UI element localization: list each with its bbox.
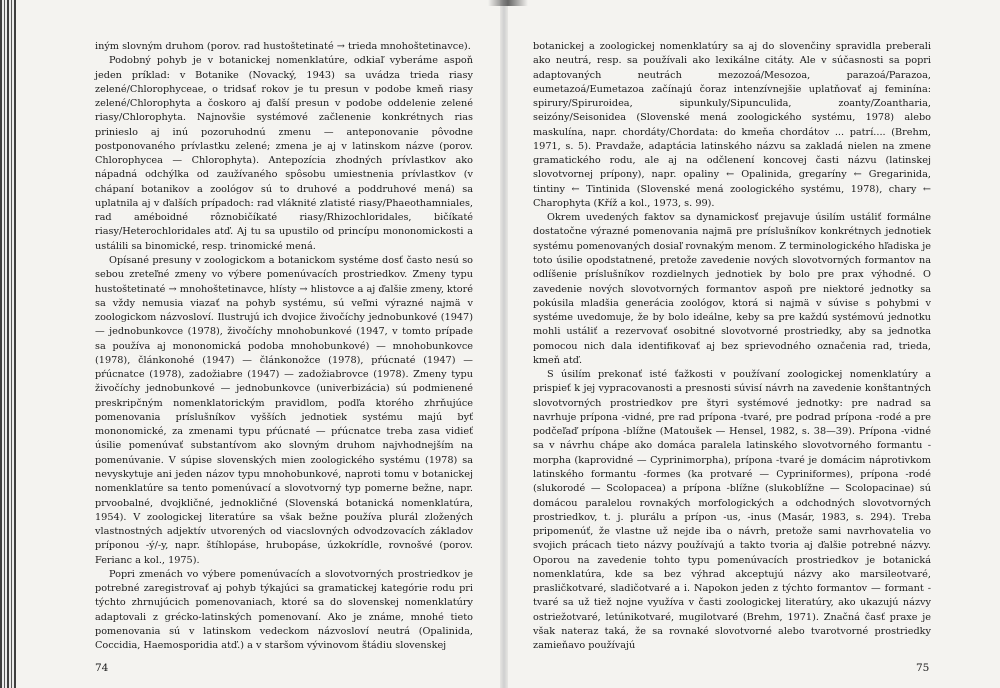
paragraph: Popri zmenách vo výbere pomenúvacích a slovotvorných prostriedkov je potrebné zaregistrovať aj pohyb týkajúci sa gramatickej kategórie rodu pri týchto zhrnujúcich pomenovaniach, ktoré sa do slovenskej nomenklatúry adaptovali z grécko-latinských pomenovaní. Ako je známe, mnohé tieto pomenovania sú v latinskom vedeckom názvosloví neutrá (Opalinida, Coccidia, Haemosporidia atď.) a v staršom vývinovom štádiu slovenskej [95,568,473,652]
page-number-right: 75 [916,662,930,674]
scan-mark [488,0,528,6]
paragraph: botanickej a zoologickej nomenklatúry sa aj do slovenčiny spravidla preberali ako neutrá, resp. sa používali ako lexikálne citáty. Ale v súčasnosti sa popri adaptovaných neutrách mezozoá/Mesozoa, parazoá/Parazoa, eumetazoá/Eumetazoa začínajú čoraz intenzívnejšie uplatňovať aj feminína: spirury/Spiruroidea, sipunkuly/Sipunculida, zoanty/Zoantharia, seizóny/Seisonidea (Slovenské mená zoologického systému, 1978) alebo maskulína, napr. chordáty/Chordata: do kmeňa chordátov ... patrí.... (Brehm, 1971, s. 5). Pravdaže, adaptácia latinského názvu sa zakladá nielen na zmene gramatického rodu, ale aj na odčlenení koncovej časti názvu (latinskej slovotvornej prípony), napr. opaliny ← Opalinida, gregaríny ← Gregarinida, tintiny ← Tintinida (Slovenské mená zoologického systému, 1978), chary ← Charophyta (Kříž a kol., 1973, s. 99). [533,41,931,209]
paragraph: iným slovným druhom (porov. rad hustoštetinaté → trieda mnohoštetinavce). [95,41,471,52]
paragraph: Podobný pohyb je v botanickej nomenklatúre, odkiaľ vyberáme aspoň jeden príklad: v Botanike (Novacký, 1943) sa uvádza trieda riasy zelené/Chlorophyceae, o tridsať rokov je tu presun v podobe kmeň riasy zelené/Chlorophyta a čoskoro aj ďalší presun v podobe oddelenie zelené riasy/Chlorophyta. Najnovšie systémové začlenenie konkrétnych rias prinieslo aj inú pozoruhodnú zmenu — anteponovanie pôvodne postponovaného prívlastku zelené; zmena je aj v latinskom názve (porov. Chlorophycea — Chlorophyta). Antepozícia zhodných prívlastkov ako nápadná odchýlka od zaužívaného spôsobu umiestnenia prívlastkov (v chápaní botanikov a zoológov sú to druhové a poddruhové mená) sa uplatnila aj v ďalších prípadoch: rad vláknité zlatisté riasy/Phaeothamniales, rad améboidné rôznobičíkaté riasy/Rhizochloridales, bičíkaté riasy/Heterochloridales atď. Aj tu sa upustilo od princípu mononomickosti a ustálili sa binomické, resp. trinomické mená. [95,55,473,252]
left-page-text [95,40,473,653]
right-page-text [533,40,931,653]
page-gutter [500,0,508,688]
paragraph: Okrem uvedených faktov sa dynamickosť prejavuje úsilím ustáliť formálne dostatočne výrazné pomenovania najmä pre príslušníkov konkrétnych jednotiek systému pomenovaných dosiaľ rovnakým menom. Z terminologického hľadiska je toto úsilie opodstatnené, pretože zavedenie nových slovotvorných formantov na odlíšenie príslušníkov rozdielnych jednotiek by bolo pre prax výhodné. O zavedenie nových slovotvorných formantov aspoň pre niektoré jednotky sa pokúsila mladšia generácia zoológov, ktorá si najmä v súvise s pohybmi v systéme uvedomuje, že by bolo ideálne, keby sa pre každú systémovú jednotku mohli ustáliť a rezervovať osobitné slovotvorné prostriedky, aby sa jednotka pomocou nich dala identifikovať aj bez sprievodného označenia rad, trieda, kmeň atď. [533,212,931,366]
paragraph: Opísané presuny v zoologickom a botanickom systéme dosť často nesú so sebou zreteľné zmeny vo výbere pomenúvacích prostriedkov. Zmeny typu hustoštetinaté → mnohoštetinavce, hlísty → hlistovce a aj ďalšie zmeny, ktoré sa vždy nemusia viazať na pohyb systému, sú veľmi výrazné najmä v zoologickom názvosloví. Ilustrujú ich dvojice živočíchy jednobunkové (1947) — jednobunkovce (1978), živočíchy mnohobunkové (1947, v tomto prípade sa používa aj mononomická podoba mnohobunkové) — mnohobunkovce (1978), článkonohé (1947) — článkonožce (1978), pŕúcnaté (1947) — pŕúcnatce (1978), zadožiabre (1947) — zadožiabrovce (1978). Zmeny typu živočíchy jednobunkové — jednobunkovce (univerbizácia) sú podmienené preskripčným nomenklatorickým pravidlom, podľa ktorého zhrňujúce pomenovania príslušníkov vyšších jednotiek systému majú byť mononomické, za zmenami typu pŕúcnaté — pŕúcnatce treba zasa vidieť úsilie pomenúvať substantívom ako slovným druhom najvhodnejším na pomenúvanie. V súpise slovenských mien zoologického systému (1978) sa nevyskytuje ani jeden názov typu mnohobunkové, naproti tomu v botanickej nomenklatúre sa tento pomenúvací a slovotvorný typ pomerne bežne, napr. prvoobalné, dvojkličné, jednokličné (Slovenská botanická nomenklatúra, 1954). V zoologickej literatúre sa však bežne používa plurál zložených vlastnostných adjektív utvorených od viacslovných odvodzovacích základov príponou -ý/-y, napr. štíhlopáse, hrubopáse, úzkokrídle, rovnošvé (porov. Ferianc a kol., 1975). [95,254,473,566]
binding-edge [0,0,16,688]
paragraph: S úsilím prekonať isté ťažkosti v používaní zoologickej nomenklatúry a prispieť k jej vypracovanosti a presnosti súvisí návrh na zavedenie konštantných slovotvorných prostriedkov pre štyri systémové jednotky: pre nadrad sa navrhuje prípona -vidné, pre rad prípona -tvaré, pre podrad prípona -rodé a pre podčeľaď prípona -blížne (Matoušek — Hensel, 1982, s. 38—39). Prípona -vidné sa v návrhu chápe ako domáca paralela latinského slovotvorného formantu -morpha (kaprovidné — Cyprinimorpha), prípona -tvaré je domácim náprotivkom latinského formantu -formes (ka protvaré — Cypriniformes), prípona -rodé (slukorodé — Scolopacea) a prípona -blížne (slukoblížne — Scolopacinae) sú domácou paralelou rovnakých morfologických a odchodných slovotvorných prostriedkov, t. j. plurálu a prípon -us, -inus (Masár, 1983, s. 294). Treba pripomenúť, že vlastne už nejde iba o návrh, pretože sami navrhovatelia vo svojich prácach tieto názvy používajú a takto tvoria aj ďalšie potrebné názvy. Oporou na zavedenie tohto typu pomenúvacích prostriedkov je botanická nomenklatúra, kde sa bez výhrad akceptujú názvy ako marsileotvaré, prasličkotvaré, sladičotvaré a i. Napokon jeden z týchto formantov — formant -tvaré sa už tiež nojne využíva v časti zoologickej literatúry, ako ukazujú názvy ostriežotvaré, letúnikotvaré, mugilotvaré (Brehm, 1971). Značná časť praxe je však nateraz taká, že sa rovnaké slovotvorné alebo tvarotvorné prostriedky zamieňavo používajú [533,369,931,652]
page-number-left: 74 [95,662,109,674]
